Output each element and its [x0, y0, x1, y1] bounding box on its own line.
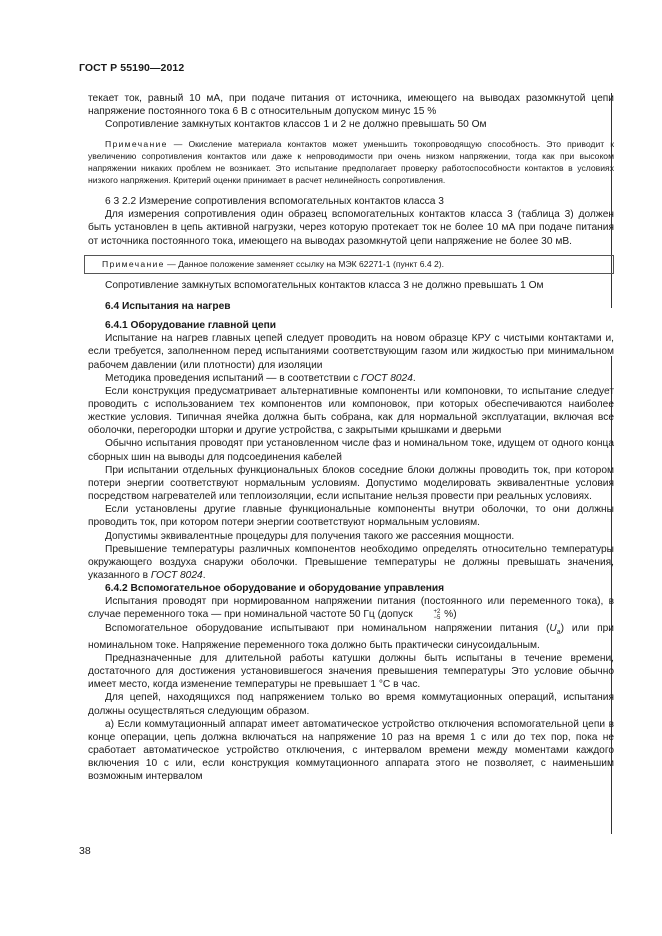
document-header: ГОСТ Р 55190—2012	[79, 62, 185, 74]
framed-note	[84, 255, 614, 274]
paragraph: При испытании отдельных функциональных блоков соседние блоки должны проводить ток, при котором потери энергии соответствуют нормальным условиям. Допустимо моделировать эквивалентные условия посредством нагревателей или теплоизоляции, если испытание нельзя провести при реальных условиях.	[88, 464, 614, 503]
section-heading: 6.4 Испытания на нагрев	[105, 300, 231, 312]
tolerance-fraction	[416, 609, 440, 621]
note-text: — Данное положение заменяет ссылку на МЭК 62271-1 (пункт 6.4 2).	[164, 258, 445, 269]
note-label: Примечание	[105, 139, 168, 150]
paragraph: Если установлены другие главные функциональные компоненты внутри оболочки, то они должны проводить ток, при котором потери энергии соответствуют нормальным условиям.	[88, 504, 614, 529]
paragraph: Сопротивление замкнутых контактов классов 1 и 2 не должно превышать 50 Ом	[105, 119, 487, 131]
note-label: Примечание	[102, 258, 165, 269]
paragraph-text: Методика проведения испытаний — в соответствии с	[105, 372, 361, 384]
paragraph	[88, 595, 614, 621]
paragraph: Допустимы эквивалентные процедуры для получения такого же рассеяния мощности.	[105, 530, 515, 542]
paragraph: Если конструкция предусматривает альтернативные компоненты или компоновки, то испытание следует проводить с использованием тех компонентов или компоновок, при которых обеспечиваются наиболее жесткие условия. Типичная ячейка должна быть собрана, как для нормальной эксплуатации, включая все оболочки, перегородки шторки и другие устройства, с закрытыми крышками и дверьми	[88, 385, 614, 437]
paragraph-end: %)	[441, 609, 457, 621]
subsection-heading: 6 3 2.2 Измерение сопротивления вспомогательных контактов класса 3	[105, 196, 444, 208]
subsection-heading: 6.4.1 Оборудование главной цепи	[105, 320, 277, 332]
standard-reference: ГОСТ 8024	[150, 570, 203, 581]
paragraph-end: .	[202, 570, 206, 581]
paragraph-text: Испытания проводят при нормированном напряжении питания (постоянного или переменного тока), в случае переменного тока — при номинальной частоте 50 Гц (допуск	[88, 596, 614, 621]
paragraph-end: .	[412, 372, 416, 384]
paragraph-text: Вспомогательное оборудование испытывают при номинальном напряжении питания (	[105, 622, 550, 634]
paragraph: а) Если коммутационный аппарат имеет автоматическое устройство отключения вспомогательной цепи в конце операции, цепь должна включаться на напряжение 10 раз на время 1 с или до тех пор, пока не сработает автоматическое устройство отключения, с интервалом времени между моментами каждого включения 10 с или, если конструкция коммутационного аппарата этого не позволяет, с наименьшим возможным интервалом	[88, 718, 614, 783]
tolerance-lower: −5	[433, 615, 441, 622]
note-text: — Окисление материала контактов может уменьшить токопроводящую способность. Это приводит к увеличению сопротивления контактов или даже к непроводимости при очень низком напряжении, тогда как при высоком напряжении никаких проблем не возникает. Это испытание предполагает проверку работоспособности контактов в условиях низкого напряжения. Критерий оценки принимает в расчет нелинейность сопротивления.	[88, 139, 614, 186]
standard-reference: ГОСТ 8024	[361, 372, 413, 384]
document-body	[88, 92, 614, 784]
paragraph-end: ) или при номинальном токе. Напряжение переменного тока должно быть практически синусоидальным.	[88, 622, 614, 651]
note	[88, 139, 614, 187]
paragraph: Сопротивление замкнутых вспомогательных контактов класса 3 не должно превышать 1 Ом	[105, 279, 544, 291]
tolerance-upper: +2	[433, 609, 441, 616]
paragraph: Предназначенные для длительной работы катушки должны быть испытаны в течение времени, достаточного для достижения установившегося значения превышения температуры Это условие обычно имеет место, когда изменение температуры не превышает 1 °C в час.	[88, 652, 614, 691]
paragraph	[88, 622, 614, 652]
subsection-heading: 6.4.2 Вспомогательное оборудование и оборудование управления	[105, 583, 445, 595]
paragraph	[88, 543, 614, 582]
paragraph-text: Превышение температуры различных компонентов необходимо определять относительно температуры окружающего воздуха снаружи оболочки. Превышение температуры не должны превышать значения, указанного в	[88, 543, 614, 581]
paragraph: Для измерения сопротивления один образец вспомогательных контактов класса 3 (таблица 3) должен быть установлен в цепь активной нагрузки, через которую протекает ток не более 10 мА при подаче питания от источника постоянного тока, имеющего на выводах разомкнутой цепи напряжение не более 30 мВ.	[88, 209, 614, 247]
paragraph	[88, 372, 614, 385]
paragraph: Для цепей, находящихся под напряжением только во время коммутационных операций, испытания должны осуществляться следующим образом.	[88, 692, 614, 717]
page-number: 38	[79, 845, 91, 857]
variable: U	[549, 622, 557, 634]
variable-subscript: a	[556, 628, 561, 636]
paragraph: Испытание на нагрев главных цепей следует проводить на новом образце КРУ с чистыми контактами и, если требуется, заполненном перед испытаниями соответствующим газом или жидкостью при минимальном рабочем давлении (или плотности) для изоляции	[88, 333, 614, 371]
paragraph: Обычно испытания проводят при установленном числе фаз и номинальном токе, идущем от одного конца сборных шин на выводы для подсоединения кабелей	[88, 438, 614, 463]
paragraph: текает ток, равный 10 мА, при подаче питания от источника, имеющего на выводах разомкнутой цепи напряжение постоянного тока 6 В с относительным допуском минус 15 %	[88, 93, 614, 118]
